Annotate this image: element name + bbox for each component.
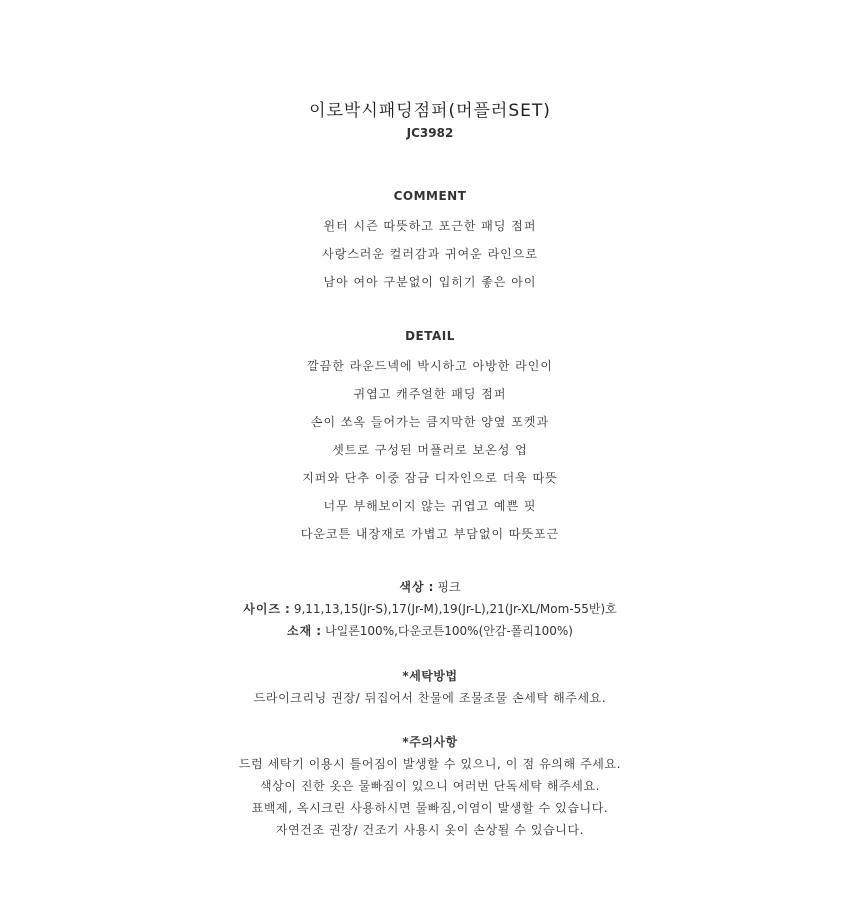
detail-line: 다운코튼 내장재로 가볍고 부담없이 따뜻포근: [300, 527, 560, 541]
spec-color-label: 색상: [399, 580, 425, 594]
washing-line: 드라이크리닝 권장/ 뒤집어서 찬물에 조물조물 손세탁 해주세요.: [253, 691, 607, 705]
comment-line: 남아 여아 구분없이 입히기 좋은 아이: [323, 275, 537, 289]
detail-line: 귀엽고 캐주얼한 패딩 점퍼: [353, 387, 507, 401]
detail-heading: DETAIL: [405, 329, 455, 343]
caution-line: 자연건조 권장/ 건조기 사용시 옷이 손상될 수 있습니다.: [275, 823, 585, 837]
spec-material: [0, 622, 860, 639]
spec-size: [0, 600, 860, 617]
spec-material-label: 소재: [287, 624, 313, 638]
washing-heading: *세탁방법: [402, 669, 458, 683]
caution-heading: *주의사항: [402, 735, 458, 749]
spec-size-label: 사이즈: [243, 602, 282, 616]
spec-material-value: 나일론100%,다운코튼100%(안감-폴리100%): [325, 624, 573, 638]
product-title: 이로박시패딩점퍼(머플러SET): [309, 101, 551, 121]
detail-line: 손이 쏘옥 들어가는 큼지막한 양옆 포켓과: [310, 415, 550, 429]
comment-heading: COMMENT: [393, 189, 467, 203]
spec-color-value: 핑크: [437, 580, 461, 594]
spec-separator: :: [428, 580, 434, 594]
caution-line: 색상이 진한 옷은 물빠짐이 있으니 여러번 단독세탁 해주세요.: [259, 779, 601, 793]
spec-separator: :: [316, 624, 322, 638]
comment-line: 사랑스러운 컬러감과 귀여운 라인으로: [322, 247, 538, 261]
caution-line: 표백제, 옥시크린 사용하시면 물빠짐,이염이 발생할 수 있습니다.: [251, 801, 609, 815]
product-code: JC3982: [406, 126, 454, 140]
comment-line: 윈터 시즌 따뜻하고 포근한 패딩 점퍼: [323, 219, 537, 233]
spec-separator: :: [285, 602, 290, 616]
spec-size-value: 9,11,13,15(Jr-S),17(Jr-M),19(Jr-L),21(Jr-XL/Mom-55반)호: [293, 602, 617, 616]
detail-line: 너무 부해보이지 않는 귀엽고 예쁜 핏: [323, 499, 537, 513]
detail-line: 지퍼와 단추 이중 잠금 디자인으로 더욱 따뜻: [302, 471, 558, 485]
detail-line: 깔끔한 라운드넥에 박시하고 아방한 라인이: [307, 359, 553, 373]
detail-line: 셋트로 구성된 머플러로 보온성 업: [332, 443, 528, 457]
spec-color: [0, 578, 860, 595]
caution-line: 드럼 세탁기 이용시 틀어짐이 발생할 수 있으니, 이 점 유의해 주세요.: [238, 757, 622, 771]
